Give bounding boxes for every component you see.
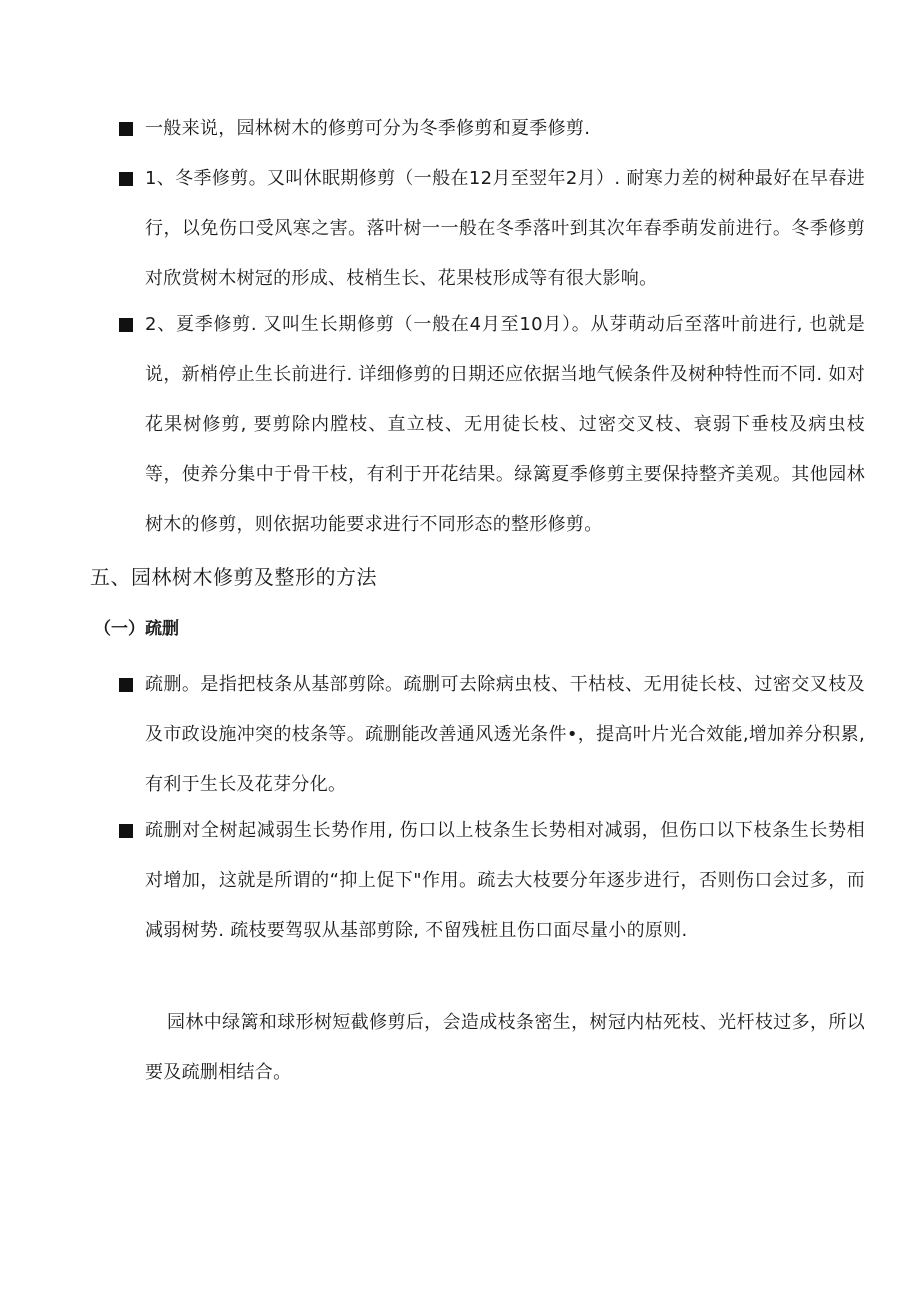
square-bullet-icon (117, 154, 133, 204)
bullet-paragraph-2 (117, 154, 865, 304)
paragraph-text: 1、冬季修剪。又叫休眠期修剪（一般在12月至翌年2月）. 耐寒力差的树种最好在早春进行，以免伤口受风寒之害。落叶树一一般在冬季落叶到其次年春季萌发前进行。冬季修剪对欣赏树木树冠的形成、枝梢生长、花果枝形成等有很大影响。 (145, 168, 865, 289)
paragraph-text: 2、夏季修剪. 又叫生长期修剪（一般在4月至10月）。从芽萌动后至落叶前进行, 也就是说，新梢停止生长前进行. 详细修剪的日期还应依据当地气候条件及树种特性而不同. 如对花果树修剪, 要剪除内膛枝、直立枝、无用徒长枝、过密交叉枝、衰弱下垂枝及病虫枝等，使养分集中于骨干枝，有利于开花结果。绿篱夏季修剪主要保持整齐美观。其他园林树木的修剪，则依据功能要求进行不同形态的整形修剪。 (145, 314, 865, 535)
square-bullet-icon (117, 806, 133, 856)
section-subheading: （一）疏删 (94, 619, 179, 639)
bullet-paragraph-3 (117, 300, 865, 550)
bullet-paragraph-1 (117, 104, 865, 154)
paragraph-text: 一般来说，园林树木的修剪可分为冬季修剪和夏季修剪. (145, 118, 591, 139)
bullet-paragraph-4 (117, 660, 865, 810)
paragraph-text: 疏删对全树起减弱生长势作用, 伤口以上枝条生长势相对减弱，但伤口以下枝条生长势相对增加，这就是所谓的“抑上促下"作用。疏去大枝要分年逐步进行，否则伤口会过多，而减弱树势. 疏枝要驾驭从基部剪除, 不留残桩且伤口面尽量小的原则. (145, 820, 865, 941)
square-bullet-icon (117, 104, 133, 154)
paragraph-text: 疏删。是指把枝条从基部剪除。疏删可去除病虫枝、干枯枝、无用徒长枝、过密交叉枝及及市政设施冲突的枝条等。疏删能改善通风透光条件•，提高叶片光合效能,增加养分积累, 有利于生长及花芽分化。 (145, 674, 865, 795)
section-heading: 五、园林树木修剪及整形的方法 (90, 565, 377, 589)
bullet-paragraph-5 (117, 806, 865, 956)
plain-paragraph: 园林中绿篱和球形树短截修剪后，会造成枝条密生，树冠内枯死枝、光杆枝过多，所以要及疏删相结合。 (145, 1012, 865, 1083)
square-bullet-icon (117, 300, 133, 350)
square-bullet-icon (117, 660, 133, 710)
